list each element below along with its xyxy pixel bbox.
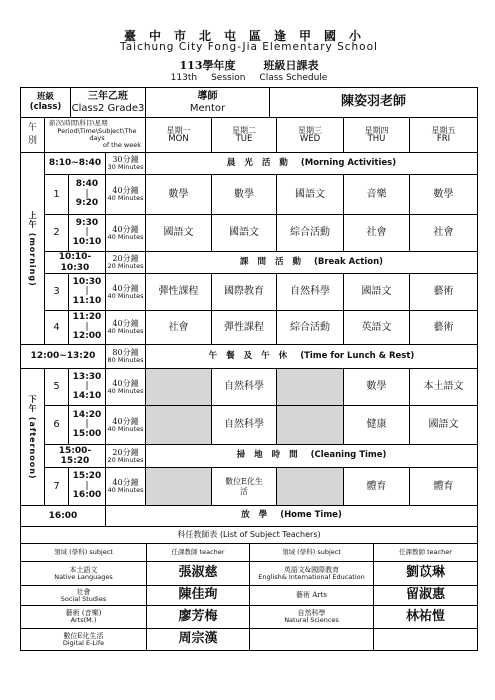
period-duration [105,273,146,311]
teacher-subject [20,561,147,586]
lunch-label: 午餐及午休 (Time for Lunch & Rest) [145,344,478,369]
subject-cell: 綜合活動 [276,310,344,345]
duration-en: 40 Minutes [107,386,144,395]
lunch-duration: 80分鐘 80 Minutes [105,344,146,369]
period-number: 3 [44,273,69,311]
subject-en: English& International Education [258,572,365,581]
class-label [20,87,71,118]
period-start: 9:30 [75,217,99,228]
subject-cell: 自然科學 [211,368,277,406]
class-label-en: (class) [29,101,62,112]
period-time [68,405,106,445]
period-end: 14:10 [72,390,102,401]
session-en: Session [211,73,246,83]
subject-cell: 自然科學 [276,273,344,311]
school-name-zh: 臺中市北屯區逢甲國小 [123,29,374,43]
subject-cell: 本土語文 [409,368,478,406]
teacher-col-subject-left: 領域 (學科) subject [20,543,147,562]
subject-en: Natural Sciences [284,616,339,625]
subject-en: Native Languages [54,572,113,581]
teacher-col-subject-right: 領域 (學科) subject [249,543,374,562]
morning-activity-label: 晨光活動 (Morning Activities) [145,152,478,175]
school-year-en: 113th [170,73,198,83]
subject-cell: 音樂 [343,174,410,215]
subject-cell: 體育 [409,467,478,506]
subject-zh: 藝術 Arts [295,591,328,600]
subject-cell: 健康 [343,405,410,445]
duration-zh: 40分鐘 [112,478,139,488]
schedule-label-zh: 班級日課表 [263,59,319,72]
period-separator: | [85,227,89,238]
corner-header [44,117,146,153]
teacher-name: 廖芳梅 [146,605,250,629]
cleaning-time: 15:00-15:20 [44,444,106,468]
period-time [68,368,106,406]
period-end: 16:00 [72,490,102,501]
period-duration [105,214,146,252]
day-header-mon [145,117,212,153]
subject-zh: 社會 [76,587,91,596]
class-label-zh: 班級 [36,91,54,102]
subject-cell: 數學 [145,174,212,215]
corner-line-3: of the week [102,141,141,150]
subject-en: Digital E-Life [62,638,105,647]
subject-en: Arts(M.) [70,616,97,625]
teacher-list-title: 科任教師表 (List of Subject Teachers) [20,526,478,544]
period-time [68,310,106,345]
subject-cell: 自然科學 [211,405,277,445]
break-duration: 20分鐘 20 Minutes [105,251,146,274]
period-separator: | [85,321,89,332]
subject-cell: 國際教育 [211,273,277,311]
teacher-name: 劉苡琳 [373,561,478,586]
day-en: WED [299,133,321,144]
duration-en: 40 Minutes [107,291,144,300]
mentor-name: 陳姿羽老師 [269,87,478,118]
empty-cell [249,628,374,651]
period-start: 11:20 [72,312,102,323]
morning-activity-time: 8:10~8:40 [44,152,106,175]
period-duration [105,174,146,215]
duration-en: 40 Minutes [107,232,144,241]
subject-cell: 體育 [343,467,410,506]
period-end: 11:10 [72,295,102,306]
subject-cell: 國語文 [145,214,212,252]
period-time [68,273,106,311]
day-en: THU [367,133,386,144]
teacher-subject [249,605,374,629]
period-start: 8:40 [75,179,99,190]
day-zh: 星期三 [298,125,322,135]
period-duration [105,405,146,445]
class-value-en: Class2 Grade3 [71,102,145,114]
period-number: 2 [44,214,69,252]
morning-activity-duration: 30分鐘 30 Minutes [105,152,146,175]
duration-en: 40 Minutes [107,424,144,433]
mentor-label-zh: 導師 [197,91,218,102]
subject-cell: 國語文 [409,405,478,445]
break-label: 課間活動 (Break Action) [145,251,478,274]
subject-zh: 英語文&國際教育 [283,565,340,574]
teacher-name: 留淑惠 [373,585,478,606]
duration-zh: 40分鐘 [112,186,139,196]
period-end: 9:20 [75,198,99,209]
duration-en: 40 Minutes [107,194,144,203]
period-time [68,467,106,506]
subject-cell: 數位E化生活 [211,467,277,506]
subject-cell: 藝術 [409,273,478,311]
day-header-wed [276,117,344,153]
empty-slot [145,405,212,445]
day-zh: 星期一 [166,125,191,135]
duration-en: 40 Minutes [107,486,144,495]
subject-zh: 本土語文 [69,565,98,574]
subject-cell: 數學 [409,174,478,215]
subject-cell: 彈性課程 [145,273,212,311]
break-time: 10:10-10:30 [44,251,106,274]
duration-zh: 40分鐘 [112,416,139,426]
school-year-zh: 113學年度 [179,59,236,72]
morning-side-label: 上午 (morning) [20,152,45,345]
period-separator: | [85,381,89,392]
teacher-name: 陳佳珣 [146,585,250,606]
period-end: 12:00 [72,331,102,342]
subject-cell: 英語文 [343,310,410,345]
period-separator: | [85,480,89,491]
period-number: 6 [44,405,69,445]
corner-line-2: Period\Time\Subject\The days [57,126,137,142]
subject-cell: 數學 [343,368,410,406]
teacher-subject [20,585,147,606]
period-number: 5 [44,368,69,406]
empty-slot [276,467,344,506]
teacher-name: 林祐愷 [373,605,478,629]
teacher-name: 周宗漢 [146,628,250,651]
home-label: 放學 (Home Time) [105,505,478,527]
cleaning-duration: 20分鐘 20 Minutes [105,444,146,468]
period-start: 15:20 [72,471,102,482]
duration-zh: 40分鐘 [112,283,139,293]
day-header-thu [343,117,410,153]
period-start: 14:20 [72,409,102,420]
teacher-col-teacher-right: 任課教師 teacher [373,543,478,562]
period-time [68,214,106,252]
home-time: 16:00 [20,505,106,527]
day-en: TUE [235,133,253,144]
day-header-tue [211,117,277,153]
class-value [70,87,146,118]
day-header-fri [409,117,478,153]
period-start: 13:30 [72,371,102,382]
subject-cell: 藝術 [409,310,478,345]
schedule-title-zh [20,57,478,73]
period-number: 4 [44,310,69,345]
schedule-label-en: Class Schedule [259,73,328,83]
period-time [68,174,106,215]
duration-zh: 40分鐘 [112,319,139,329]
teacher-subject [20,628,147,651]
empty-slot [145,467,212,506]
period-separator: | [85,419,89,430]
duration-zh: 40分鐘 [112,378,139,388]
mentor-label [145,87,270,118]
empty-slot [276,368,344,406]
duration-zh: 40分鐘 [112,224,139,234]
subject-zh: 數位E化生活 [63,631,104,640]
day-en: MON [168,133,189,144]
subject-cell: 國語文 [276,174,344,215]
day-zh: 星期二 [232,125,256,135]
day-en: FRI [436,133,451,144]
period-duration [105,467,146,506]
mentor-label-en: Mentor [189,102,226,114]
period-start: 10:30 [72,276,102,287]
school-name-en: Taichung City Fong-Jia Elementary School [120,41,378,53]
period-end: 10:10 [72,236,102,247]
subject-cell: 國語文 [343,273,410,311]
noon-label: 午別 [20,117,45,153]
class-value-zh: 三年乙班 [88,91,128,102]
day-zh: 星期五 [431,125,456,135]
teacher-subject [249,561,374,586]
duration-en: 40 Minutes [107,327,144,336]
corner-line-1: 節次\時間\科目\星期 [49,119,108,128]
teacher-subject [249,585,374,606]
subject-cell: 數學 [211,174,277,215]
schedule-title-en [20,73,478,83]
empty-slot [276,405,344,445]
afternoon-side-label: 下午 (afternoon) [20,368,45,506]
subject-cell: 綜合活動 [276,214,344,252]
teacher-subject [20,605,147,629]
period-number: 1 [44,174,69,215]
period-number: 7 [44,467,69,506]
teacher-col-teacher-left: 任課教師 teacher [146,543,250,562]
day-zh: 星期四 [364,125,389,135]
subject-cell: 社會 [409,214,478,252]
period-duration [105,310,146,345]
period-duration [105,368,146,406]
subject-cell: 社會 [145,310,212,345]
empty-slot [145,368,212,406]
subject-zh: 自然科學 [297,609,326,618]
period-separator: | [85,188,89,199]
period-separator: | [85,286,89,297]
subject-cell: 社會 [343,214,410,252]
subject-zh: 藝術 (音樂) [65,609,102,618]
subject-en: Social Studies [60,594,107,603]
subject-cell: 彈性課程 [211,310,277,345]
subject-cell: 國語文 [211,214,277,252]
lunch-time: 12:00~13:20 [20,344,106,369]
period-end: 15:00 [72,428,102,439]
empty-cell [373,628,478,651]
teacher-name: 張淑慈 [146,561,250,586]
cleaning-label: 掃地時間 (Cleaning Time) [145,444,478,468]
